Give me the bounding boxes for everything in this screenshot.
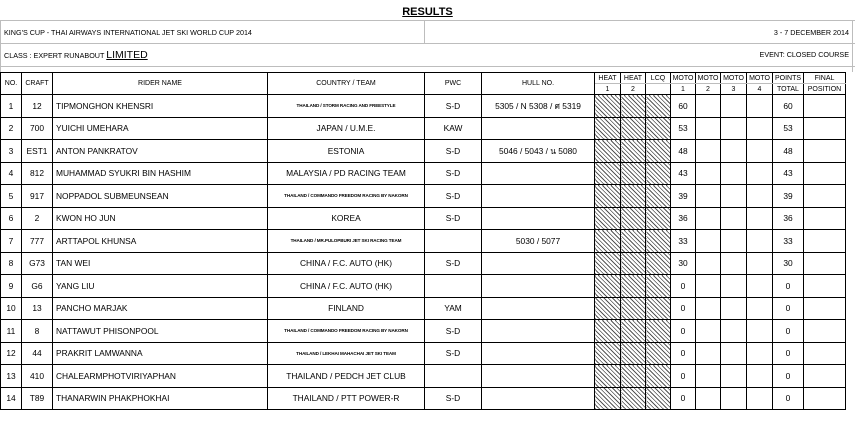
row-moto-3: [721, 95, 747, 118]
row-heat-2: [621, 387, 646, 410]
row-heat-1: [595, 365, 621, 388]
row-moto-1: 0: [671, 342, 696, 365]
table-row: [1, 230, 846, 253]
row-rider: MUHAMMAD SYUKRI BIN HASHIM: [53, 162, 268, 185]
row-pwc: S-D: [425, 320, 482, 343]
row-hull: [482, 297, 595, 320]
row-heat-2: [621, 297, 646, 320]
header-heat-1: HEAT: [595, 73, 621, 84]
row-no: 2: [1, 117, 22, 140]
header-position: POSITION: [804, 84, 846, 95]
row-hull: 5305 / N 5308 / ศ 5319: [482, 95, 595, 118]
header-lcq: LCQ: [646, 73, 671, 84]
header-rider: RIDER NAME: [53, 73, 268, 95]
row-moto-4: [747, 365, 773, 388]
row-no: 10: [1, 297, 22, 320]
row-lcq: [646, 140, 671, 163]
row-lcq: [646, 275, 671, 298]
row-no: 11: [1, 320, 22, 343]
header-hull: HULL NO.: [482, 73, 595, 95]
row-country: MALAYSIA / PD RACING TEAM: [268, 162, 425, 185]
row-lcq: [646, 320, 671, 343]
row-craft: G6: [22, 275, 53, 298]
row-pwc: S-D: [425, 387, 482, 410]
row-points: 30: [773, 252, 804, 275]
row-heat-2: [621, 207, 646, 230]
row-points: 36: [773, 207, 804, 230]
row-final-position: [804, 320, 846, 343]
row-heat-1: [595, 207, 621, 230]
row-country: THAILAND / MR.PULOPBURI JET SKI RACING TEAM: [268, 230, 425, 253]
row-hull: 5030 / 5077: [482, 230, 595, 253]
row-moto-1: 0: [671, 320, 696, 343]
row-points: 39: [773, 185, 804, 208]
row-moto-2: [696, 297, 721, 320]
row-points: 0: [773, 365, 804, 388]
header-no: NO.: [1, 73, 22, 95]
page-title: RESULTS: [402, 6, 453, 18]
grid-line: [0, 20, 1, 72]
row-final-position: [804, 275, 846, 298]
row-moto-4: [747, 140, 773, 163]
row-pwc: KAW: [425, 117, 482, 140]
row-hull: [482, 207, 595, 230]
row-heat-1: [595, 320, 621, 343]
row-moto-4: [747, 230, 773, 253]
row-pwc: S-D: [425, 140, 482, 163]
row-country: THAILAND / PTT POWER-R: [268, 387, 425, 410]
row-moto-4: [747, 297, 773, 320]
row-heat-1: [595, 297, 621, 320]
row-points: 0: [773, 320, 804, 343]
row-hull: [482, 320, 595, 343]
row-no: 14: [1, 387, 22, 410]
row-country: ESTONIA: [268, 140, 425, 163]
header-moto-3-num: 3: [721, 84, 747, 95]
row-country: THAILAND / COMMANDO FREEDOM RACING BY NAKORN: [268, 320, 425, 343]
row-moto-2: [696, 252, 721, 275]
row-no: 13: [1, 365, 22, 388]
header-total: TOTAL: [773, 84, 804, 95]
row-moto-3: [721, 387, 747, 410]
row-moto-3: [721, 297, 747, 320]
grid-line: [0, 66, 855, 67]
row-rider: PANCHO MARJAK: [53, 297, 268, 320]
row-points: 60: [773, 95, 804, 118]
row-pwc: [425, 230, 482, 253]
header-country: COUNTRY / TEAM: [268, 73, 425, 95]
row-final-position: [804, 185, 846, 208]
row-moto-1: 36: [671, 207, 696, 230]
row-final-position: [804, 297, 846, 320]
row-craft: 410: [22, 365, 53, 388]
row-hull: [482, 342, 595, 365]
results-body: [1, 95, 846, 410]
row-moto-1: 48: [671, 140, 696, 163]
row-moto-4: [747, 117, 773, 140]
row-moto-4: [747, 275, 773, 298]
row-moto-3: [721, 275, 747, 298]
row-lcq: [646, 185, 671, 208]
row-points: 43: [773, 162, 804, 185]
row-pwc: S-D: [425, 185, 482, 208]
row-final-position: [804, 207, 846, 230]
row-rider: THANARWIN PHAKPHOKHAI: [53, 387, 268, 410]
event-type: EVENT: CLOSED COURSE: [759, 50, 849, 59]
row-rider: TAN WEI: [53, 252, 268, 275]
row-moto-4: [747, 252, 773, 275]
results-table: [0, 72, 846, 410]
row-hull: 5046 / 5043 / น 5080: [482, 140, 595, 163]
row-points: 0: [773, 297, 804, 320]
header-heat-1-num: 1: [595, 84, 621, 95]
row-moto-1: 60: [671, 95, 696, 118]
row-hull: [482, 275, 595, 298]
row-rider: YANG LIU: [53, 275, 268, 298]
event-dates: 3 - 7 DECEMBER 2014: [773, 28, 849, 37]
row-craft: EST1: [22, 140, 53, 163]
row-heat-2: [621, 365, 646, 388]
table-row: [1, 320, 846, 343]
header-heat-2-num: 2: [621, 84, 646, 95]
row-moto-3: [721, 117, 747, 140]
class-name: LIMITED: [106, 49, 148, 61]
row-moto-3: [721, 207, 747, 230]
row-moto-1: 0: [671, 387, 696, 410]
table-row: [1, 185, 846, 208]
row-points: 0: [773, 387, 804, 410]
row-heat-2: [621, 95, 646, 118]
row-final-position: [804, 162, 846, 185]
table-row: [1, 207, 846, 230]
row-no: 8: [1, 252, 22, 275]
row-points: 0: [773, 342, 804, 365]
row-moto-1: 0: [671, 297, 696, 320]
row-moto-2: [696, 387, 721, 410]
row-moto-4: [747, 387, 773, 410]
row-final-position: [804, 252, 846, 275]
row-heat-2: [621, 162, 646, 185]
row-moto-1: 43: [671, 162, 696, 185]
header-lcq-blank: [646, 84, 671, 95]
table-row: [1, 162, 846, 185]
event-name: KING'S CUP - THAI AIRWAYS INTERNATIONAL JET SKI WORLD CUP 2014: [4, 28, 252, 37]
row-moto-3: [721, 365, 747, 388]
row-moto-4: [747, 320, 773, 343]
table-row: [1, 140, 846, 163]
row-moto-3: [721, 162, 747, 185]
row-no: 4: [1, 162, 22, 185]
row-moto-2: [696, 140, 721, 163]
row-moto-3: [721, 252, 747, 275]
table-row: [1, 297, 846, 320]
row-final-position: [804, 140, 846, 163]
table-row: [1, 252, 846, 275]
row-country: THAILAND / COMMANDO FREEDOM RACING BY NAKORN: [268, 185, 425, 208]
row-heat-2: [621, 252, 646, 275]
header-craft: CRAFT: [22, 73, 53, 95]
class-prefix: CLASS : EXPERT RUNABOUT: [4, 51, 105, 60]
row-country: THAILAND / LEKHAI MAHACHAI JET SKI TEAM: [268, 342, 425, 365]
row-heat-2: [621, 320, 646, 343]
row-heat-1: [595, 387, 621, 410]
row-rider: PRAKRIT LAMWANNA: [53, 342, 268, 365]
header-row-1: [1, 73, 846, 84]
row-points: 48: [773, 140, 804, 163]
row-heat-1: [595, 117, 621, 140]
row-pwc: S-D: [425, 207, 482, 230]
row-heat-1: [595, 140, 621, 163]
row-country: THAILAND / PEDCH JET CLUB: [268, 365, 425, 388]
header-final: FINAL: [804, 73, 846, 84]
row-moto-2: [696, 162, 721, 185]
row-rider: KWON HO JUN: [53, 207, 268, 230]
row-country: KOREA: [268, 207, 425, 230]
row-heat-2: [621, 275, 646, 298]
row-rider: CHALEARMPHOTVIRIYAPHAN: [53, 365, 268, 388]
row-lcq: [646, 95, 671, 118]
row-pwc: YAM: [425, 297, 482, 320]
row-lcq: [646, 207, 671, 230]
row-points: 0: [773, 275, 804, 298]
row-moto-3: [721, 342, 747, 365]
row-heat-1: [595, 162, 621, 185]
grid-line: [0, 43, 855, 44]
row-heat-2: [621, 140, 646, 163]
row-pwc: S-D: [425, 252, 482, 275]
row-moto-1: 0: [671, 275, 696, 298]
row-lcq: [646, 297, 671, 320]
row-moto-2: [696, 342, 721, 365]
table-row: [1, 95, 846, 118]
row-craft: 812: [22, 162, 53, 185]
grid-line: [0, 20, 855, 21]
row-moto-3: [721, 140, 747, 163]
row-craft: G73: [22, 252, 53, 275]
grid-line: [424, 20, 425, 43]
header-moto-1: MOTO: [671, 73, 696, 84]
header-moto-2-num: 2: [696, 84, 721, 95]
row-heat-2: [621, 342, 646, 365]
row-country: CHINA / F.C. AUTO (HK): [268, 275, 425, 298]
row-no: 7: [1, 230, 22, 253]
header-moto-4-num: 4: [747, 84, 773, 95]
table-row: [1, 275, 846, 298]
table-row: [1, 387, 846, 410]
header-moto-1-num: 1: [671, 84, 696, 95]
row-lcq: [646, 365, 671, 388]
row-moto-2: [696, 185, 721, 208]
row-no: 6: [1, 207, 22, 230]
row-moto-4: [747, 162, 773, 185]
row-final-position: [804, 117, 846, 140]
row-final-position: [804, 387, 846, 410]
row-heat-1: [595, 275, 621, 298]
row-craft: 44: [22, 342, 53, 365]
row-heat-2: [621, 230, 646, 253]
row-final-position: [804, 365, 846, 388]
row-points: 53: [773, 117, 804, 140]
row-country: THAILAND / STORM RACING AND FREESTYLE: [268, 95, 425, 118]
row-rider: NOPPADOL SUBMEUNSEAN: [53, 185, 268, 208]
row-heat-1: [595, 342, 621, 365]
row-lcq: [646, 387, 671, 410]
row-moto-4: [747, 95, 773, 118]
row-lcq: [646, 342, 671, 365]
row-pwc: [425, 365, 482, 388]
row-pwc: S-D: [425, 162, 482, 185]
row-points: 33: [773, 230, 804, 253]
class-label: [4, 49, 148, 61]
row-moto-3: [721, 230, 747, 253]
row-moto-2: [696, 95, 721, 118]
grid-line: [852, 20, 853, 72]
row-heat-2: [621, 185, 646, 208]
row-rider: ARTTAPOL KHUNSA: [53, 230, 268, 253]
header-moto-2: MOTO: [696, 73, 721, 84]
row-moto-1: 39: [671, 185, 696, 208]
row-hull: [482, 365, 595, 388]
row-no: 5: [1, 185, 22, 208]
row-rider: YUICHI UMEHARA: [53, 117, 268, 140]
row-moto-4: [747, 185, 773, 208]
header-moto-3: MOTO: [721, 73, 747, 84]
header-heat-2: HEAT: [621, 73, 646, 84]
row-no: 9: [1, 275, 22, 298]
row-rider: TIPMONGHON KHENSRI: [53, 95, 268, 118]
row-country: JAPAN / U.M.E.: [268, 117, 425, 140]
row-moto-2: [696, 365, 721, 388]
row-hull: [482, 117, 595, 140]
row-lcq: [646, 230, 671, 253]
row-craft: 8: [22, 320, 53, 343]
row-moto-2: [696, 207, 721, 230]
row-heat-1: [595, 95, 621, 118]
row-heat-1: [595, 252, 621, 275]
row-moto-2: [696, 275, 721, 298]
row-moto-1: 33: [671, 230, 696, 253]
row-moto-3: [721, 320, 747, 343]
row-pwc: [425, 275, 482, 298]
row-moto-4: [747, 342, 773, 365]
row-heat-1: [595, 185, 621, 208]
row-heat-2: [621, 117, 646, 140]
row-hull: [482, 252, 595, 275]
row-heat-1: [595, 230, 621, 253]
row-lcq: [646, 162, 671, 185]
row-hull: [482, 387, 595, 410]
row-pwc: S-D: [425, 342, 482, 365]
row-craft: 13: [22, 297, 53, 320]
row-no: 12: [1, 342, 22, 365]
row-craft: 917: [22, 185, 53, 208]
table-row: [1, 342, 846, 365]
row-moto-2: [696, 320, 721, 343]
table-row: [1, 365, 846, 388]
row-moto-2: [696, 117, 721, 140]
row-lcq: [646, 252, 671, 275]
row-craft: 777: [22, 230, 53, 253]
header-moto-4: MOTO: [747, 73, 773, 84]
row-craft: T89: [22, 387, 53, 410]
row-country: FINLAND: [268, 297, 425, 320]
row-moto-1: 30: [671, 252, 696, 275]
row-pwc: S-D: [425, 95, 482, 118]
row-no: 1: [1, 95, 22, 118]
row-moto-4: [747, 207, 773, 230]
row-final-position: [804, 342, 846, 365]
row-hull: [482, 162, 595, 185]
row-moto-2: [696, 230, 721, 253]
row-final-position: [804, 95, 846, 118]
row-moto-3: [721, 185, 747, 208]
header-pwc: PWC: [425, 73, 482, 95]
row-no: 3: [1, 140, 22, 163]
row-craft: 12: [22, 95, 53, 118]
row-rider: ANTON PANKRATOV: [53, 140, 268, 163]
row-final-position: [804, 230, 846, 253]
row-hull: [482, 185, 595, 208]
row-moto-1: 0: [671, 365, 696, 388]
header-points: POINTS: [773, 73, 804, 84]
row-craft: 700: [22, 117, 53, 140]
row-rider: NATTAWUT PHISONPOOL: [53, 320, 268, 343]
row-lcq: [646, 117, 671, 140]
row-country: CHINA / F.C. AUTO (HK): [268, 252, 425, 275]
row-craft: 2: [22, 207, 53, 230]
table-row: [1, 117, 846, 140]
row-moto-1: 53: [671, 117, 696, 140]
